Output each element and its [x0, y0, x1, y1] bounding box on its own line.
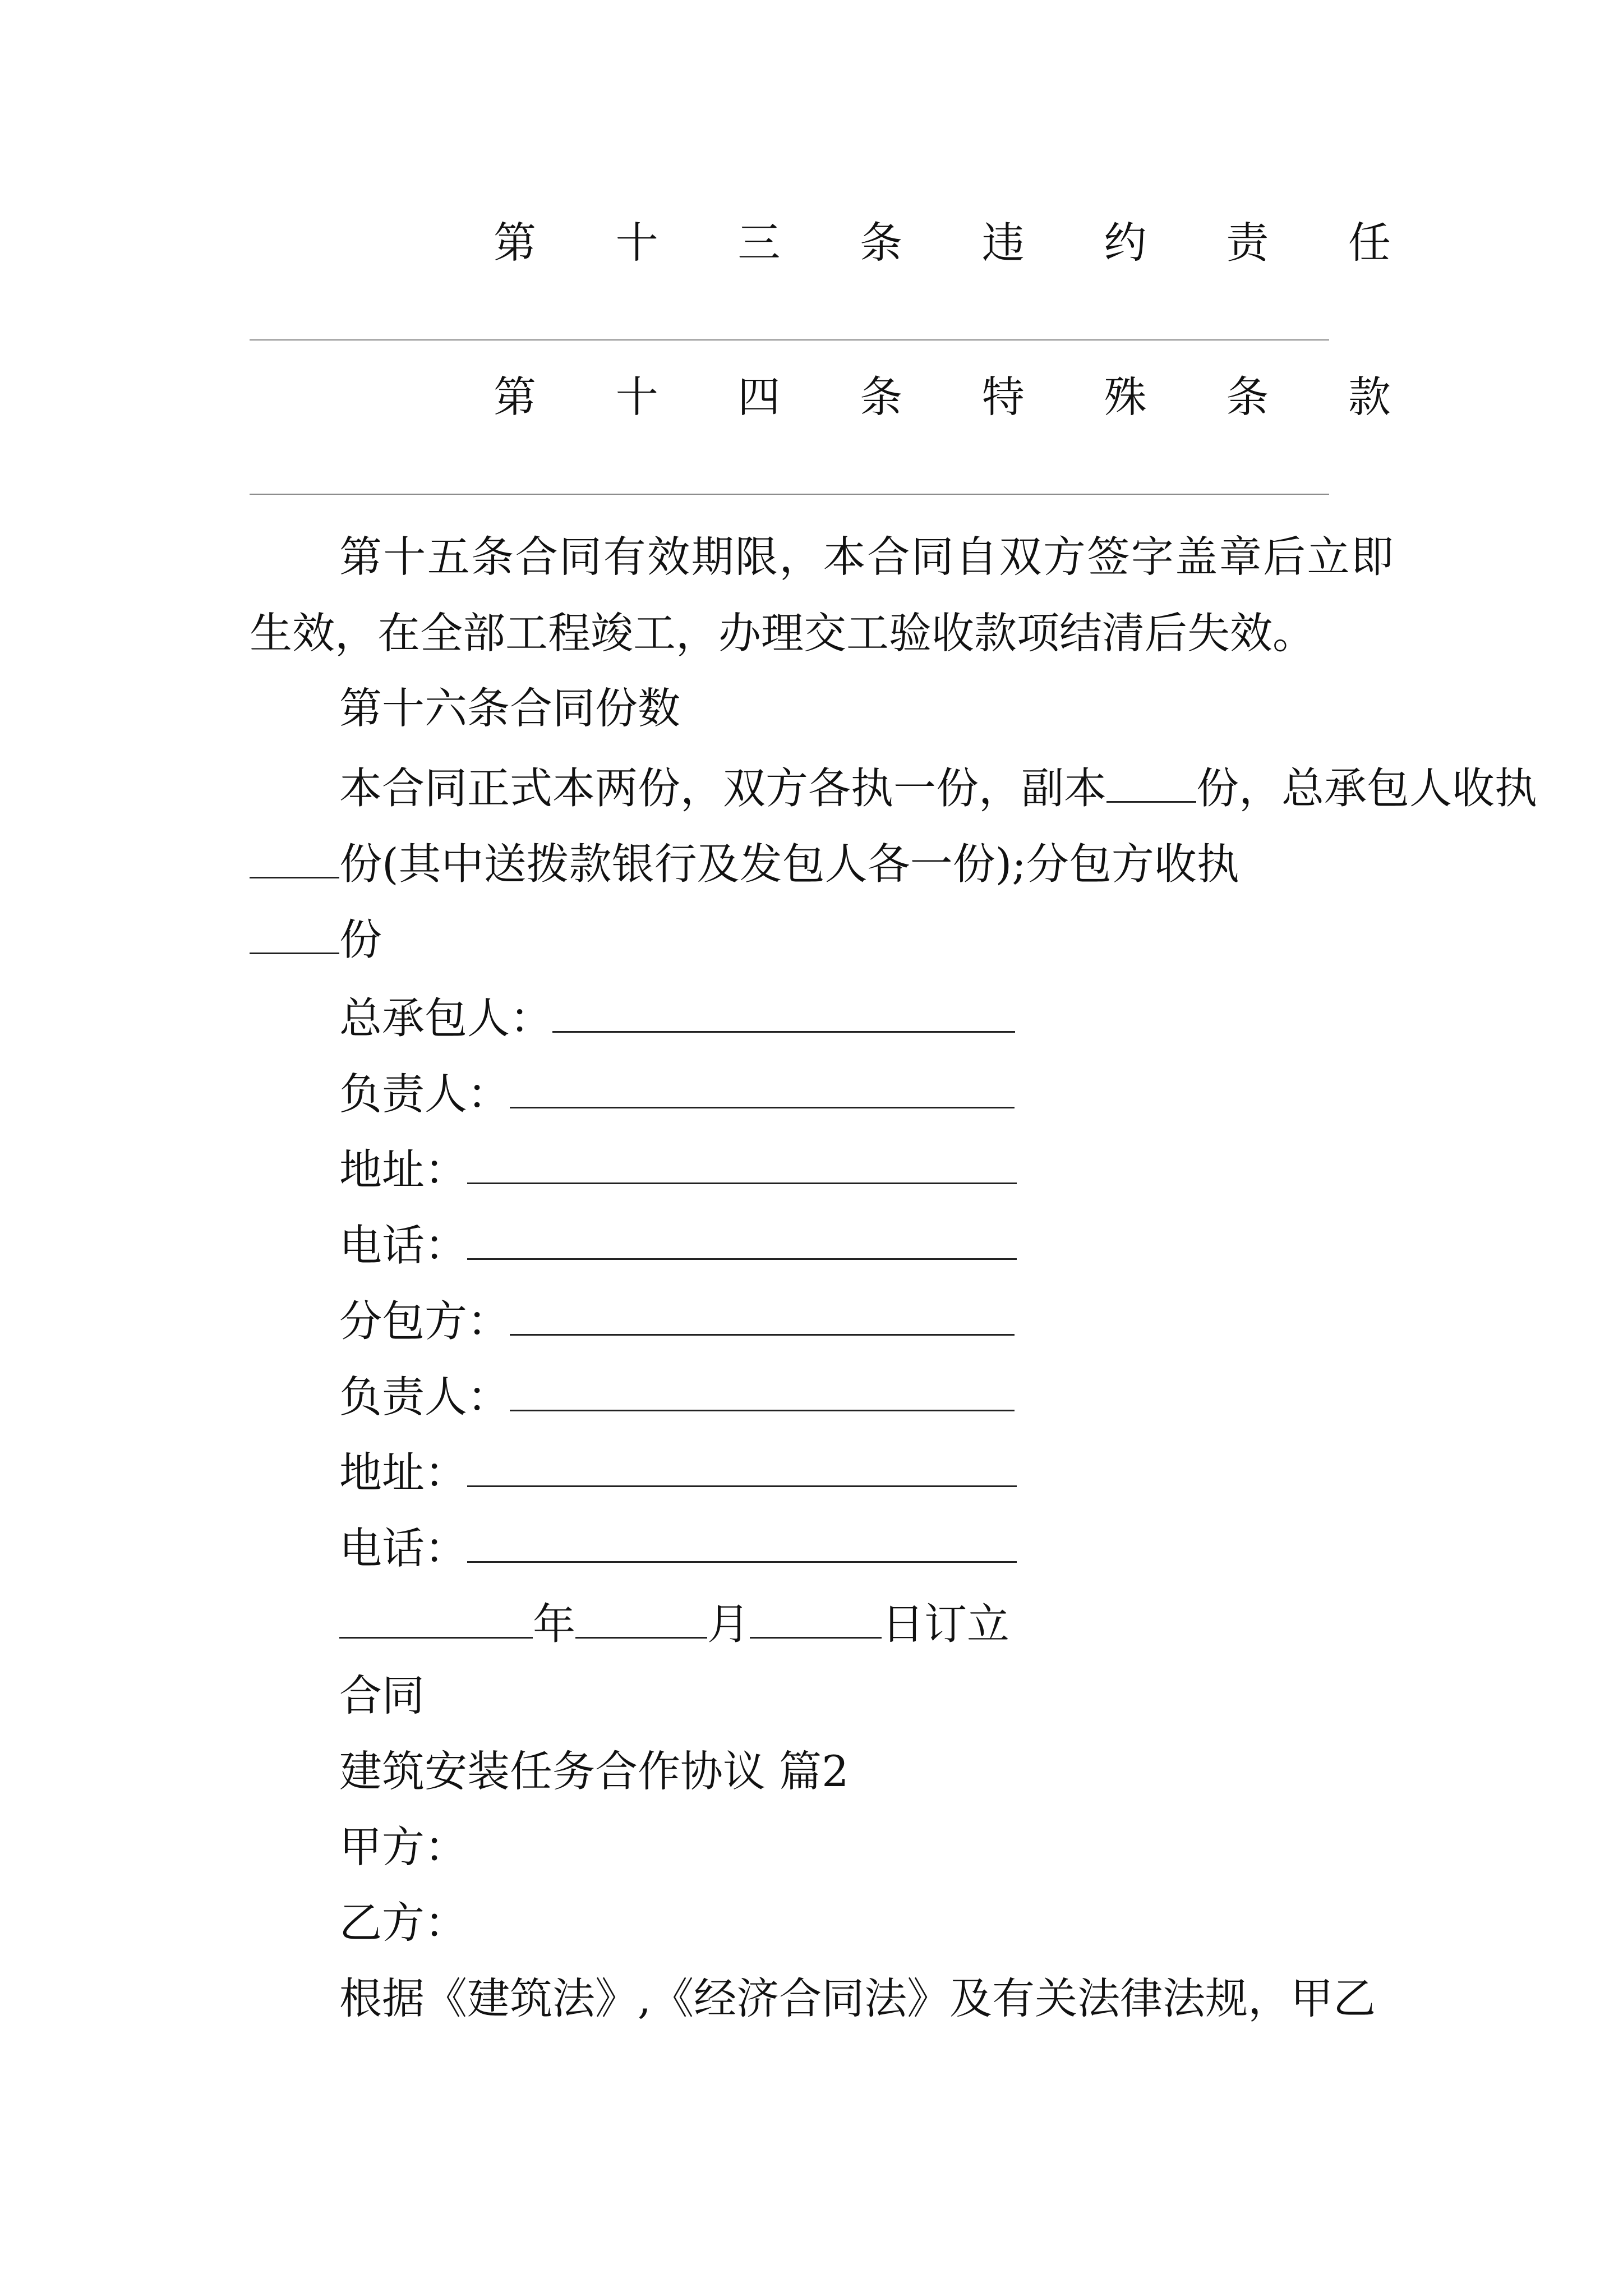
field-label: 负责人：: [339, 1069, 510, 1119]
general-contractor-line: [339, 993, 1015, 1043]
blank-line: [467, 1220, 1017, 1260]
article-16-line-2: [250, 839, 1239, 889]
blank-line: [552, 993, 1015, 1033]
contract-word: 合同: [339, 1671, 425, 1720]
blank-line: [1106, 763, 1196, 803]
blank-line: [467, 1144, 1017, 1184]
heading-char: 条: [860, 372, 903, 422]
heading-char: 十: [615, 218, 658, 268]
heading-char: 款: [1348, 372, 1391, 422]
gc-phone-line: [339, 1220, 1017, 1271]
field-label: 总承包人：: [339, 993, 552, 1043]
blank-line: [250, 914, 339, 954]
blank-line: [467, 1447, 1017, 1487]
heading-char: 责: [1226, 218, 1269, 268]
heading-char: 任: [1348, 218, 1391, 268]
gc-address-line: [339, 1144, 1017, 1195]
blank-line: [510, 1296, 1015, 1336]
heading-char: 第: [494, 218, 536, 268]
article-15-paragraph: 第十五条合同有效期限，本合同自双方签字盖章后立即生效，在全部工程竣工，办理交工验收款项结清后失效。: [250, 532, 1394, 658]
article-16-title: 第十六条合同份数: [339, 683, 680, 733]
sc-phone-line: [339, 1523, 1017, 1573]
heading-char: 第: [494, 372, 536, 422]
heading-char: 违: [981, 218, 1025, 268]
sc-address-line: [339, 1447, 1017, 1498]
field-label: 地址：: [339, 1447, 467, 1498]
blank-line: [575, 1599, 707, 1639]
article-14-heading: [494, 372, 1391, 422]
heading-char: 约: [1104, 218, 1147, 268]
blank-rule: [250, 494, 1329, 495]
heading-char: 条: [1226, 372, 1269, 422]
gc-person-line: [339, 1069, 1015, 1119]
sc-person-line: [339, 1372, 1015, 1422]
agreement-2-intro: 根据《建筑法》,《经济合同法》及有关法律法规，甲乙: [339, 1973, 1376, 2023]
blank-line: [510, 1069, 1015, 1108]
party-a-label: 甲方：: [339, 1822, 467, 1872]
heading-char: 特: [981, 372, 1025, 422]
field-label: 电话：: [339, 1220, 467, 1271]
heading-char: 四: [737, 372, 781, 422]
article-13-heading: [494, 218, 1391, 268]
article-16-line-1: [339, 763, 1537, 813]
heading-char: 三: [737, 218, 781, 268]
heading-char: 条: [860, 218, 903, 268]
field-label: 分包方：: [339, 1296, 510, 1346]
subcontractor-line: [339, 1296, 1015, 1346]
text-segment: 份，总承包人收执: [1196, 763, 1537, 813]
agreement-2-title: 建筑安装任务合作协议 篇2: [339, 1746, 849, 1796]
text-segment: 份: [339, 914, 382, 965]
date-line: [339, 1599, 1009, 1649]
blank-line: [339, 1599, 533, 1639]
field-label: 地址：: [339, 1144, 467, 1195]
date-day-label: 日订立: [882, 1599, 1009, 1649]
field-label: 电话：: [339, 1523, 467, 1573]
text-segment: 份(其中送拨款银行及发包人各一份);分包方收执: [339, 839, 1239, 889]
heading-char: 殊: [1104, 372, 1147, 422]
blank-line: [510, 1372, 1015, 1411]
blank-rule: [250, 339, 1329, 341]
field-label: 负责人：: [339, 1372, 510, 1422]
date-year-label: 年: [533, 1599, 575, 1649]
heading-char: 十: [615, 372, 658, 422]
blank-line: [467, 1523, 1017, 1563]
blank-line: [750, 1599, 882, 1639]
date-month-label: 月: [707, 1599, 750, 1649]
text-segment: 本合同正式本两份，双方各执一份，副本: [339, 763, 1106, 813]
party-b-label: 乙方：: [339, 1898, 467, 1948]
article-16-line-3: [250, 914, 382, 965]
blank-line: [250, 839, 339, 878]
